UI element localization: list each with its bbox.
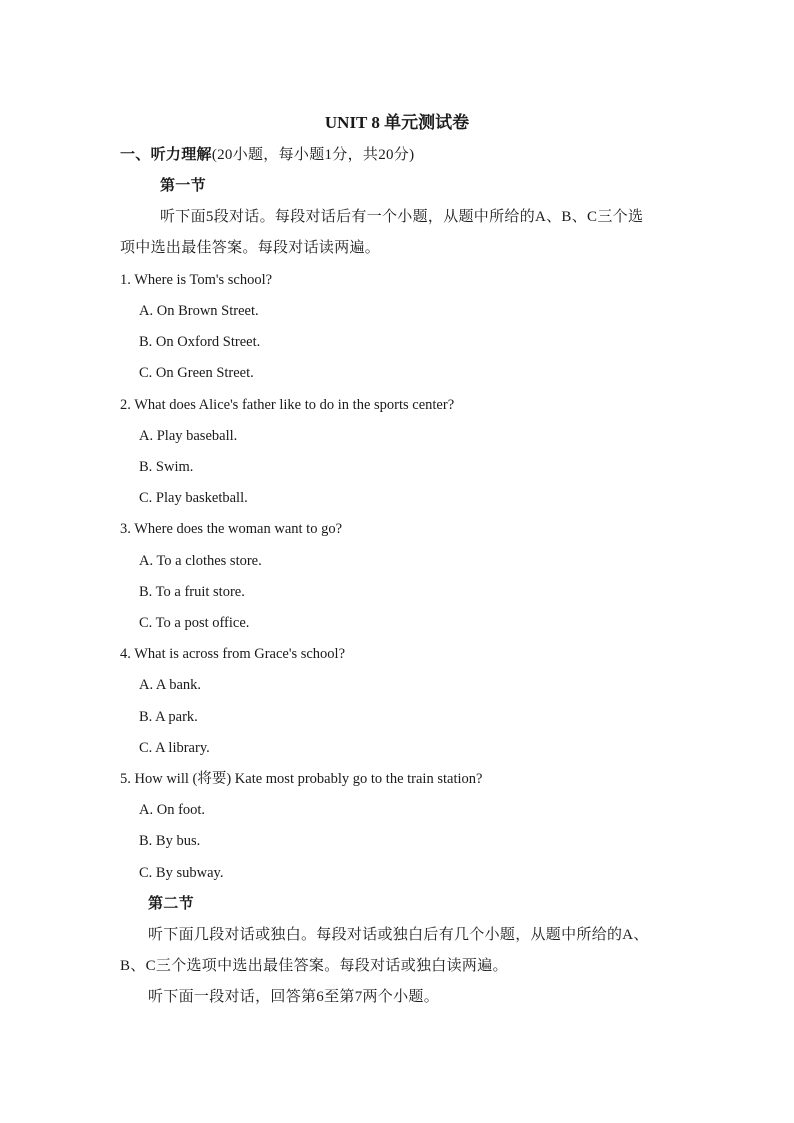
question-1-option-b: B. On Oxford Street.	[139, 334, 261, 350]
section-1-label: 第一节	[160, 178, 206, 194]
question-4-stem: 4. What is across from Grace's school?	[120, 646, 346, 662]
question-1-option-a: A. On Brown Street.	[139, 303, 259, 319]
question-4-option-b: B. A park.	[139, 709, 198, 725]
section-2-instruction-line-1: 听下面几段对话或独白。每段对话或独白后有几个小题，从题中所给的A、	[148, 927, 649, 943]
question-3-option-b: B. To a fruit store.	[139, 584, 245, 600]
part-heading-label: 一、听力理解	[120, 147, 212, 163]
section-2-instruction-line-3: 听下面一段对话，回答第6至第7两个小题。	[148, 989, 440, 1005]
question-1-stem: 1. Where is Tom's school?	[120, 272, 273, 288]
question-2-option-b: B. Swim.	[139, 459, 194, 475]
question-4-option-a: A. A bank.	[139, 677, 202, 693]
section-1-instruction-line-1: 听下面5段对话。每段对话后有一个小题，从题中所给的A、B、C三个选	[160, 209, 644, 225]
question-2-option-c: C. Play basketball.	[139, 490, 248, 506]
question-5-option-c: C. By subway.	[139, 865, 224, 881]
question-1-option-c: C. On Green Street.	[139, 365, 254, 381]
question-4-option-c: C. A library.	[139, 740, 210, 756]
section-2-label: 第二节	[148, 896, 194, 912]
question-5-option-b: B. By bus.	[139, 833, 201, 849]
question-3-option-a: A. To a clothes store.	[139, 553, 262, 569]
part-heading	[120, 146, 414, 164]
question-2-option-a: A. Play baseball.	[139, 428, 238, 444]
section-2-instruction-line-2: B、C三个选项中选出最佳答案。每段对话或独白读两遍。	[120, 958, 508, 974]
question-5-stem: 5. How will (将要) Kate most probably go to the train station?	[120, 771, 483, 787]
part-heading-scoring: (20小题，每小题1分，共20分)	[211, 147, 415, 163]
page-title: UNIT 8 单元测试卷	[324, 113, 470, 132]
question-5-option-a: A. On foot.	[139, 802, 206, 818]
question-3-stem: 3. Where does the woman want to go?	[120, 521, 343, 537]
section-1-instruction-line-2: 项中选出最佳答案。每段对话读两遍。	[120, 240, 381, 256]
question-3-option-c: C. To a post office.	[139, 615, 250, 631]
question-2-stem: 2. What does Alice's father like to do in the sports center?	[120, 397, 455, 413]
